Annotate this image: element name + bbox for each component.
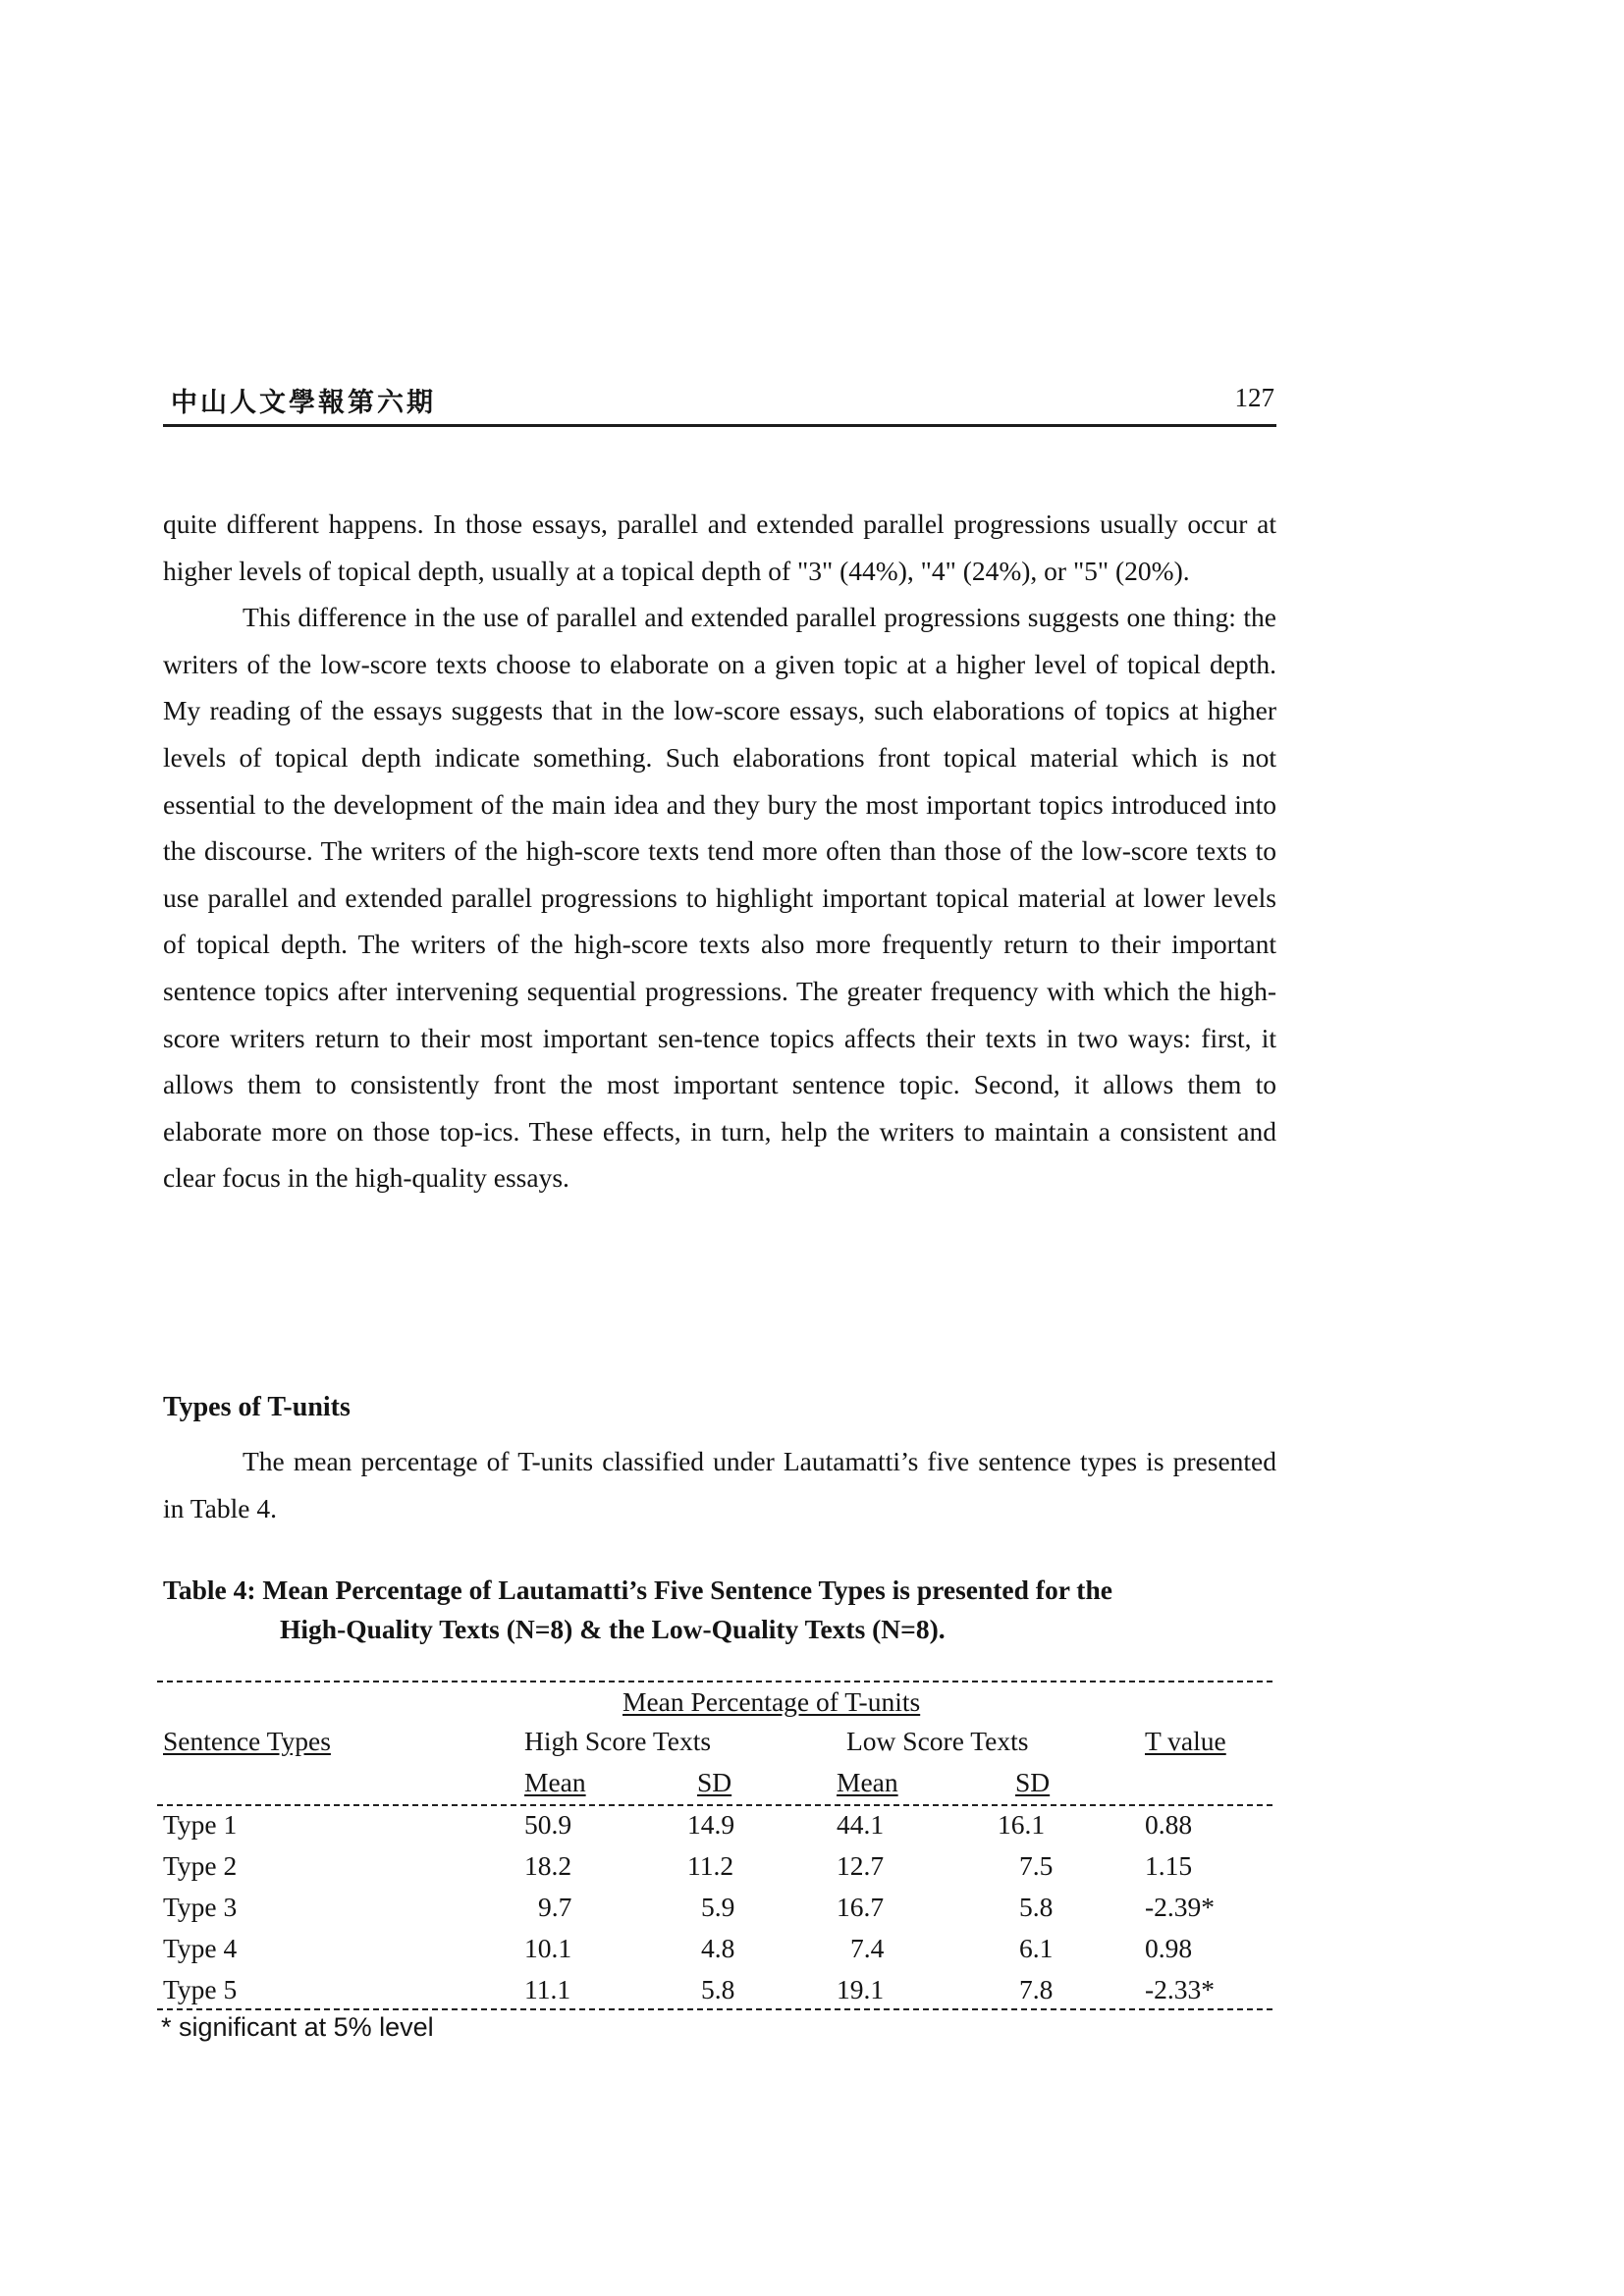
row-5-low-sd: 7.8 bbox=[1019, 1974, 1054, 2004]
table-caption-line-2: High-Quality Texts (N=8) & the Low-Quality Texts (N=8). bbox=[280, 1614, 946, 1644]
group-header: Mean Percentage of T-units bbox=[623, 1686, 921, 1717]
row-2-type: Type 2 bbox=[163, 1850, 238, 1881]
row-5-type: Type 5 bbox=[163, 1974, 238, 2004]
row-5-t-value: -2.33* bbox=[1145, 1974, 1216, 2004]
row-4-high-mean: 10.1 bbox=[524, 1933, 572, 1963]
row-4-low-mean: 7.4 bbox=[850, 1933, 885, 1963]
journal-title: 中山人文學報第六期 bbox=[171, 388, 436, 418]
table-top-rule bbox=[157, 1681, 1272, 1682]
page-number: 127 bbox=[1234, 383, 1274, 412]
table-header-rule bbox=[157, 1804, 1272, 1806]
row-3-high-mean: 9.7 bbox=[538, 1892, 572, 1922]
table-caption bbox=[163, 1571, 1276, 1649]
row-3-t-value: -2.39* bbox=[1145, 1892, 1216, 1922]
row-5-low-mean: 19.1 bbox=[837, 1974, 885, 2004]
paragraph-1: quite different happens. In those essays, parallel and extended parallel progressions usually occur at higher levels of topical depth, usually at a topical depth of "3" (44%), "4" (24%), or "5" (20%). bbox=[163, 508, 1276, 586]
row-3-low-sd: 5.8 bbox=[1019, 1892, 1054, 1922]
row-3-low-mean: 16.7 bbox=[837, 1892, 885, 1922]
row-4-low-sd: 6.1 bbox=[1019, 1933, 1054, 1963]
row-1-type: Type 1 bbox=[163, 1809, 238, 1840]
row-4-type: Type 4 bbox=[163, 1933, 238, 1963]
body-text bbox=[163, 501, 1276, 1201]
subheader-low-mean: Mean bbox=[837, 1767, 898, 1797]
row-2-low-sd: 7.5 bbox=[1019, 1850, 1054, 1881]
row-4-t-value: 0.98 bbox=[1145, 1933, 1193, 1963]
row-5-high-mean: 11.1 bbox=[524, 1974, 571, 2004]
table-bottom-rule bbox=[157, 2008, 1272, 2010]
header-low-score: Low Score Texts bbox=[846, 1726, 1029, 1756]
row-3-type: Type 3 bbox=[163, 1892, 238, 1922]
row-4-high-sd: 4.8 bbox=[701, 1933, 735, 1963]
row-2-low-mean: 12.7 bbox=[837, 1850, 885, 1881]
row-1-high-sd: 14.9 bbox=[687, 1809, 735, 1840]
subheader-high-sd: SD bbox=[697, 1767, 732, 1797]
section-paragraph: The mean percentage of T-units classified under Lautamatti’s five sentence types is presented in Table 4. bbox=[163, 1446, 1276, 1523]
table-caption-line-1: Table 4: Mean Percentage of Lautamatti’s Five Sentence Types is presented for the bbox=[163, 1575, 1112, 1605]
header-sentence-types: Sentence Types bbox=[163, 1726, 331, 1756]
running-header bbox=[163, 377, 1276, 427]
row-1-t-value: 0.88 bbox=[1145, 1809, 1193, 1840]
row-2-high-sd: 11.2 bbox=[687, 1850, 734, 1881]
table-footnote: * significant at 5% level bbox=[161, 2012, 434, 2042]
subheader-high-mean: Mean bbox=[524, 1767, 586, 1797]
section-heading: Types of T-units bbox=[163, 1392, 351, 1422]
header-t-value: T value bbox=[1145, 1726, 1226, 1756]
row-1-low-mean: 44.1 bbox=[837, 1809, 885, 1840]
header-high-score: High Score Texts bbox=[524, 1726, 712, 1756]
row-2-t-value: 1.15 bbox=[1145, 1850, 1193, 1881]
subheader-low-sd: SD bbox=[1015, 1767, 1051, 1797]
row-1-low-sd: 16.1 bbox=[998, 1809, 1046, 1840]
row-5-high-sd: 5.8 bbox=[701, 1974, 735, 2004]
row-3-high-sd: 5.9 bbox=[701, 1892, 735, 1922]
row-1-high-mean: 50.9 bbox=[524, 1809, 572, 1840]
paragraph-2: This difference in the use of parallel and extended parallel progressions suggests one thing: the writers of the low-score texts choose to elaborate on a given topic at a higher level of topical depth. My reading of the essays suggests that in the low-score essays, such elaborations of topics at higher levels of topical depth indicate something. Such elaborations front topical material which is not essential to the development of the main idea and they bury the most important topics introduced into the discourse. The writers of the high-score texts tend more often than those of the low-score texts to use parallel and extended parallel progressions to highlight important topical material at lower levels of topical depth. The writers of the high-score texts also more frequently return to their important sentence topics after intervening sequential progressions. The greater frequency with which the high-score writers return to their most important sen-tence topics affects their texts in two ways: first, it allows them to consistently front the most important sentence topic. Second, it allows them to elaborate more on those top-ics. These effects, in turn, help the writers to maintain a consistent and clear focus in the high-quality essays. bbox=[163, 602, 1276, 1194]
row-2-high-mean: 18.2 bbox=[524, 1850, 572, 1881]
